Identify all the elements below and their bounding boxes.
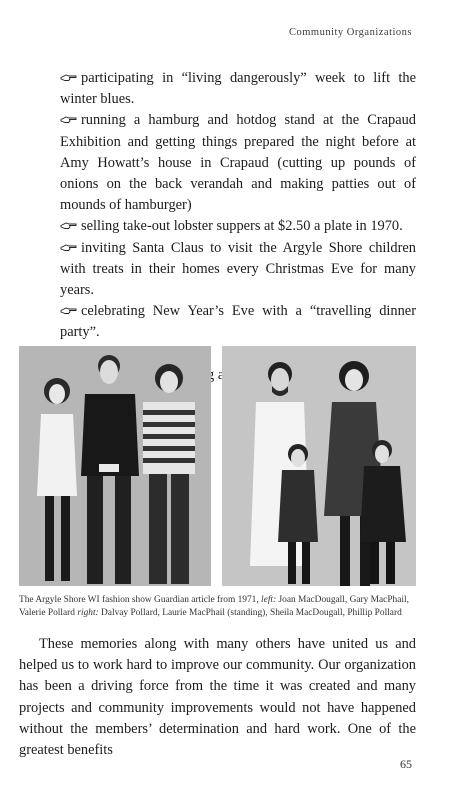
- list-item: [60, 216, 416, 237]
- bullet-text: participating in “living dangerously” week to lift the winter blues.: [60, 70, 416, 108]
- caption-intro: The Argyle Shore WI fashion show Guardian article from 1971,: [19, 595, 262, 605]
- caption-right-names: Dalvay Pollard, Laurie MacPhail (standing), Sheila MacDougall, Phillip Pollard: [98, 608, 402, 618]
- list-item: [60, 301, 416, 343]
- pointing-hand-icon: [60, 301, 77, 322]
- caption-right-label: right:: [77, 608, 99, 618]
- page-number: 65: [400, 757, 412, 771]
- list-item: [60, 110, 416, 216]
- list-item: [60, 238, 416, 302]
- bullet-text: celebrating New Year’s Eve with a “travelling dinner party”.: [60, 303, 416, 341]
- photo-pair: [19, 346, 415, 586]
- photo-caption: [19, 594, 416, 620]
- caption-left-names: Joan MacDougall, Gary MacPhail, Valerie Pollard: [19, 595, 409, 618]
- bullet-text: running a hamburg and hotdog stand at the Crapaud Exhibition and getting things prepared the night before at Amy Howatt’s house in Crapaud (cutting up pounds of onions on the back verandah and making patties out of mounds of hamburger): [60, 112, 416, 214]
- pointing-hand-icon: [60, 68, 77, 89]
- fashion-show-photo-right: [222, 346, 416, 586]
- bullet-list: [60, 68, 416, 386]
- fashion-show-photo-left: [19, 346, 211, 586]
- caption-left-label: left:: [261, 595, 277, 605]
- running-header: Community Organizations: [288, 27, 412, 38]
- list-item: [60, 68, 416, 110]
- body-paragraph: These memories along with many others have united us and helped us to work hard to improve our community. Our organization has been a driving force from the time it was created and many projects and community improvements would not have happened without the members’ determination and hard work. One of the greatest benefits: [19, 636, 416, 759]
- bullet-text: inviting Santa Claus to visit the Argyle Shore children with treats in their homes every Christmas Eve for many years.: [60, 239, 416, 299]
- pointing-hand-icon: [60, 216, 77, 237]
- bullet-text: selling take-out lobster suppers at $2.50 a plate in 1970.: [81, 218, 403, 235]
- pointing-hand-icon: [60, 110, 77, 131]
- pointing-hand-icon: [60, 238, 77, 259]
